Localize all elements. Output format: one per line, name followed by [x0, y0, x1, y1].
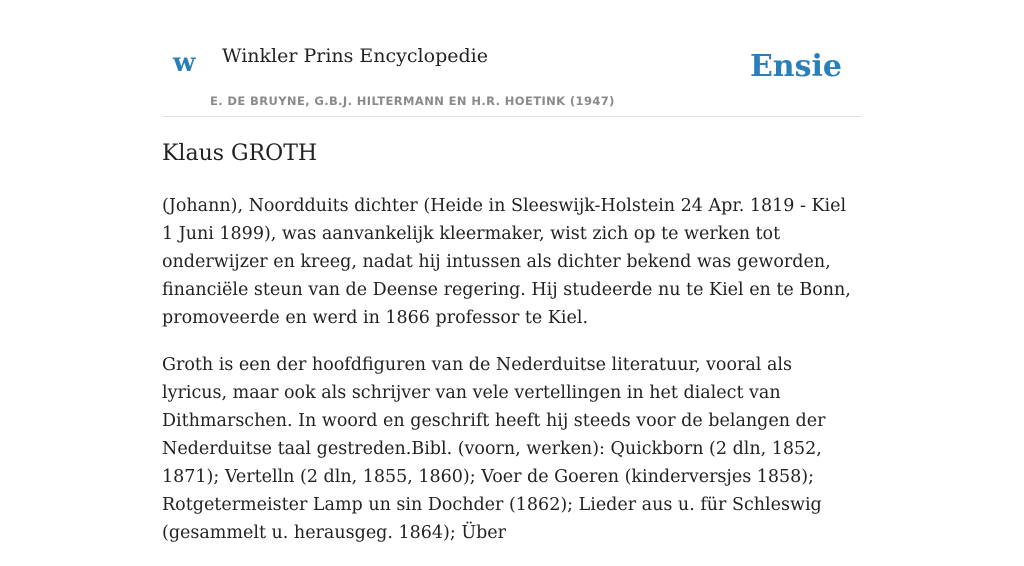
encyclopedia-logo[interactable]: w: [173, 48, 196, 78]
article-body: [162, 192, 862, 566]
article-title: Klaus GROTH: [162, 141, 318, 166]
article-paragraph: Groth is een der hoofdfiguren van de Nederduitse literatuur, vooral als lyricus, maar ook als schrijver van vele vertellingen in het dialect van Dithmarschen. In woord en geschrift heeft hij steeds voor de belangen der Nederduitse taal gestreden.Bibl. (voorn, werken): Quickborn (2 dln, 1852, 1871); Vertelln (2 dln, 1855, 1860); Voer de Goeren (kinderversjes 1858); Rotgetermeister Lamp un sin Dochder (1862); Lieder aus u. für Schleswig (gesammelt u. herausgeg. 1864); Über: [162, 355, 826, 543]
book-authors: E. DE BRUYNE, G.B.J. HILTERMANN EN H.R. HOETINK (1947): [210, 94, 615, 108]
ensie-logo[interactable]: Ensie: [749, 49, 842, 84]
page: [162, 0, 862, 543]
article-paragraph: (Johann), Noordduits dichter (Heide in Sleeswijk-Holstein 24 Apr. 1819 - Kiel 1 Juni 1899), was aanvankelijk kleermaker, wist zich op te werken tot onderwijzer en kreeg, nadat hij intussen als dichter bekend was geworden, financiële steun van de Deense regering. Hij studeerde nu te Kiel en te Bonn, promoveerde en werd in 1866 professor te Kiel.: [162, 196, 851, 328]
book-title[interactable]: Winkler Prins Encyclopedie: [222, 45, 488, 67]
header: [162, 0, 862, 117]
